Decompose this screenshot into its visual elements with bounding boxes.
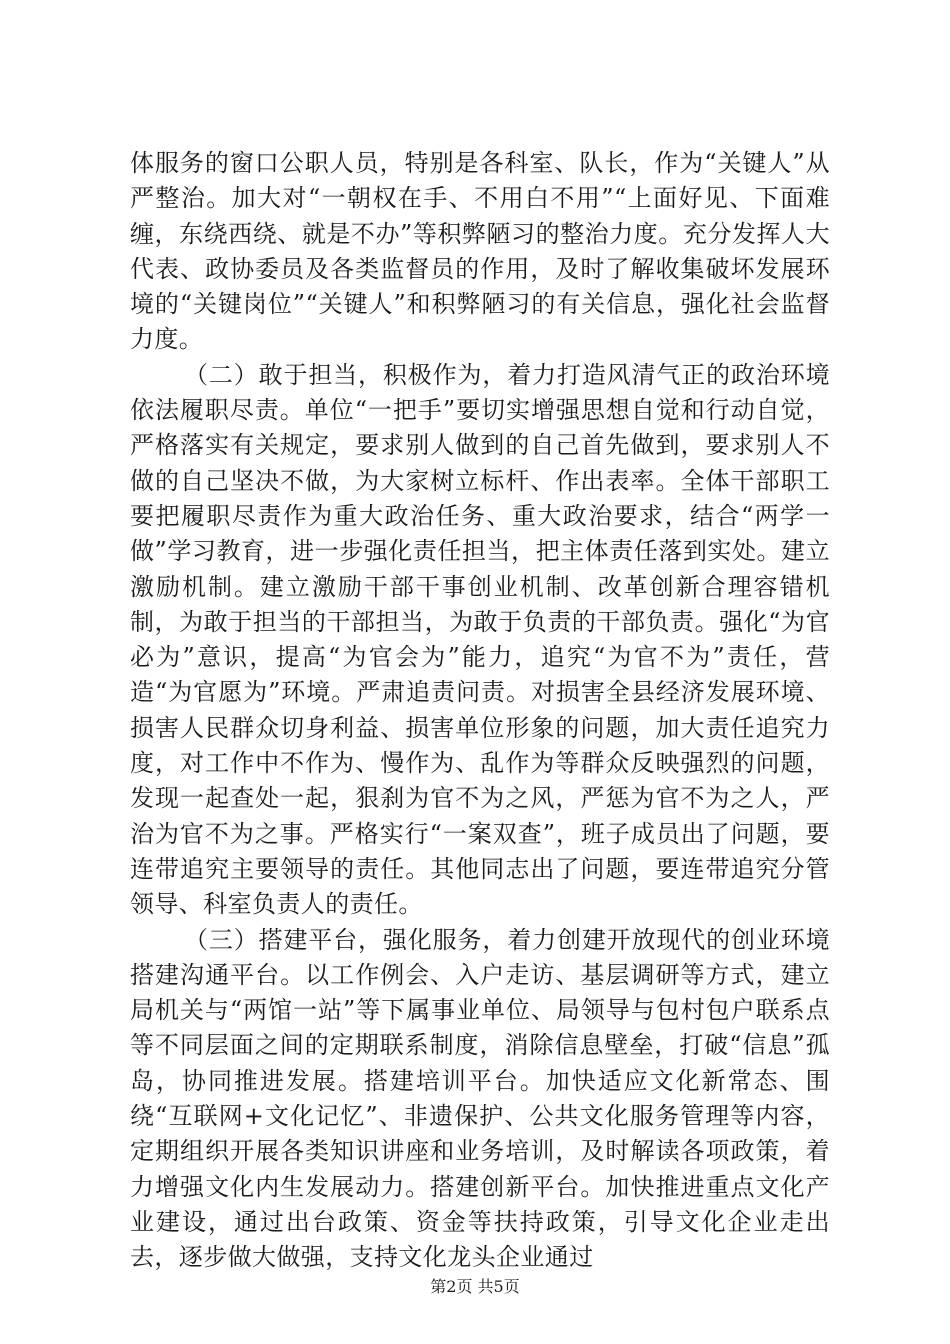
document-body xyxy=(130,146,830,1276)
paragraph-3: （三）搭建平台，强化服务，着力创建开放现代的创业环境搭建沟通平台。以工作例会、入户走访、基层调研等方式，建立局机关与“两馆一站”等下属事业单位、局领导与包村包户联系点等不同层面之间的定期联系制度，消除信息壁垒，打破“信息”孤岛，协同推进发展。搭建培训平台。加快适应文化新常态、围绕“互联网+文化记忆”、非遗保护、公共文化服务管理等内容，定期组织开展各类知识讲座和业务培训，及时解读各项政策，着力增强文化内生发展动力。搭建创新平台。加快推进重点文化产业建设，通过出台政策、资金等扶持政策，引导文化企业走出去，逐步做大做强，支持文化龙头企业通过 xyxy=(130,925,830,1272)
paragraph-2: （二）敢于担当，积极作为，着力打造风清气正的政治环境依法履职尽责。单位“一把手”要切实增强思想自觉和行动自觉，严格落实有关规定，要求别人做到的自己首先做到，要求别人不做的自己坚决不做，为大家树立标杆、作出表率。全体干部职工要把履职尽责作为重大政治任务、重大政治要求，结合“两学一做”学习教育，进一步强化责任担当，把主体责任落到实处。建立激励机制。建立激励干部干事创业机制、改革创新合理容错机制，为敢于担当的干部担当，为敢于负责的干部负责。强化“为官必为”意识，提高“为官会为”能力，追究“为官不为”责任，营造“为官愿为”环境。严肃追责问责。对损害全县经济发展环境、损害人民群众切身利益、损害单位形象的问题，加大责任追究力度，对工作中不作为、慢作为、乱作为等群众反映强烈的问题，发现一起查处一起，狠刹为官不为之风，严惩为官不为之人，严治为官不为之事。严格实行“一案双查”，班子成员出了问题，要连带追究主要领导的责任。其他同志出了问题，要连带追究分管领导、科室负责人的责任。 xyxy=(130,360,830,919)
paragraph-1: 体服务的窗口公职人员，特别是各科室、队长，作为“关键人”从严整治。加大对“一朝权在手、不用白不用”“上面好见、下面难缠，东绕西绕、就是不办”等积弊陋习的整治力度。充分发挥人大代表、政协委员及各类监督员的作用，及时了解收集破坏发展环境的“关键岗位”“关键人”和积弊陋习的有关信息，强化社会监督力度。 xyxy=(130,149,830,354)
page-footer: 第2页 共5页 xyxy=(430,1277,520,1296)
